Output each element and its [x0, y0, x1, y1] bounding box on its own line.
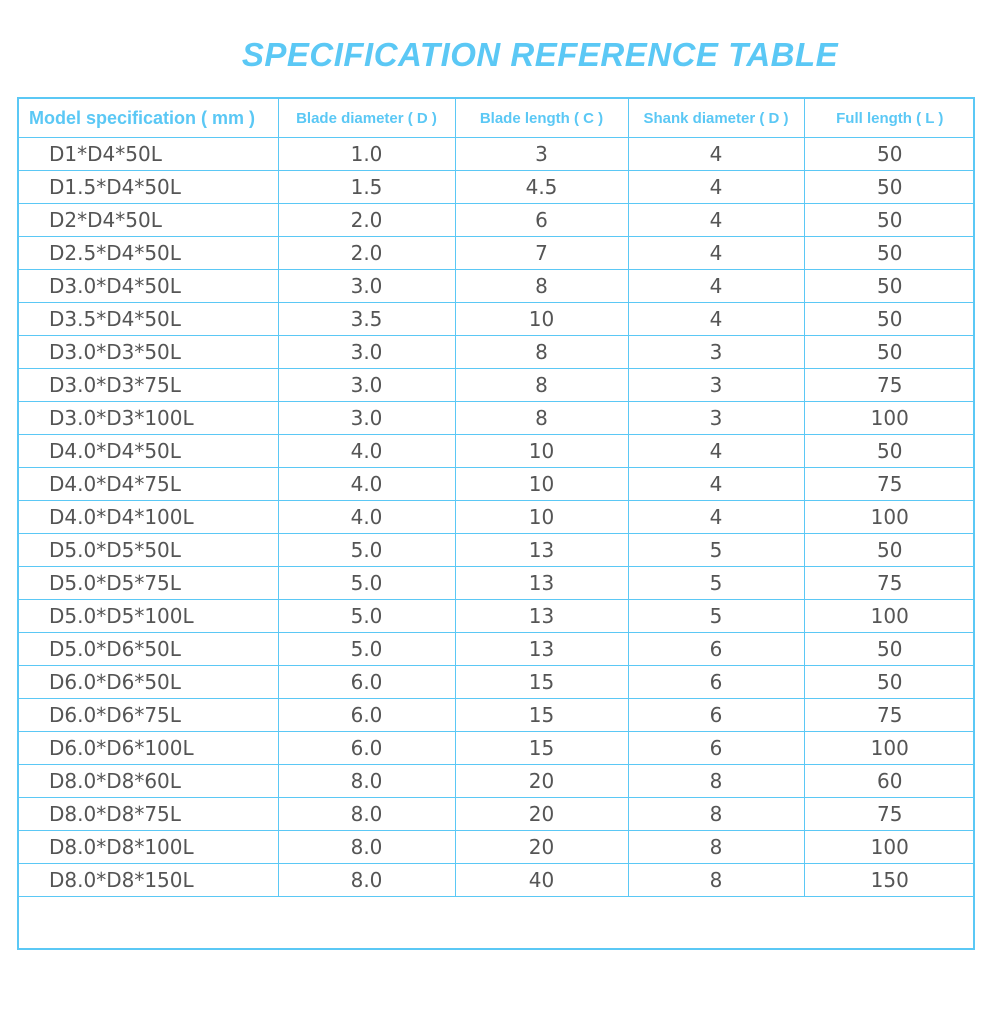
cell-model: D4.0*D4*50L — [19, 435, 278, 468]
spec-table — [19, 99, 975, 949]
cell-blade-diameter: 4.0 — [278, 468, 455, 501]
cell-blade-diameter: 3.0 — [278, 270, 455, 303]
header-shank-diameter: Shank diameter ( D ) — [628, 99, 804, 138]
cell-model: D3.0*D3*100L — [19, 402, 278, 435]
cell-shank-diameter: 8 — [628, 798, 804, 831]
cell-shank-diameter: 3 — [628, 402, 804, 435]
cell-model: D8.0*D8*60L — [19, 765, 278, 798]
cell-blade-length: 10 — [455, 435, 628, 468]
table-row — [19, 765, 975, 798]
spec-table-frame — [17, 97, 975, 950]
header-row — [19, 99, 975, 138]
cell-blade-diameter: 4.0 — [278, 501, 455, 534]
cell-blade-diameter: 6.0 — [278, 699, 455, 732]
cell-blade-length: 8 — [455, 402, 628, 435]
cell-blade-length: 8 — [455, 270, 628, 303]
cell-blade-length: 40 — [455, 864, 628, 897]
table-row — [19, 369, 975, 402]
cell-blade-length: 10 — [455, 501, 628, 534]
cell-model: D6.0*D6*100L — [19, 732, 278, 765]
table-row — [19, 435, 975, 468]
cell-shank-diameter: 4 — [628, 270, 804, 303]
cell-shank-diameter: 4 — [628, 501, 804, 534]
cell-blade-length: 4.5 — [455, 171, 628, 204]
header-full-length: Full length ( L ) — [804, 99, 975, 138]
cell-model: D1*D4*50L — [19, 138, 278, 171]
cell-blade-length: 8 — [455, 336, 628, 369]
cell-full-length: 100 — [804, 501, 975, 534]
cell-model: D5.0*D5*100L — [19, 600, 278, 633]
table-row — [19, 468, 975, 501]
cell-full-length: 50 — [804, 171, 975, 204]
cell-blade-diameter: 8.0 — [278, 798, 455, 831]
cell-model: D6.0*D6*50L — [19, 666, 278, 699]
cell-blade-diameter: 4.0 — [278, 435, 455, 468]
cell-blade-length: 8 — [455, 369, 628, 402]
cell-shank-diameter: 5 — [628, 567, 804, 600]
table-row — [19, 831, 975, 864]
cell-model: D4.0*D4*100L — [19, 501, 278, 534]
cell-blade-length: 10 — [455, 303, 628, 336]
cell-model: D2*D4*50L — [19, 204, 278, 237]
table-row — [19, 303, 975, 336]
cell-blade-diameter: 2.0 — [278, 237, 455, 270]
table-row — [19, 534, 975, 567]
table-row — [19, 567, 975, 600]
table-row — [19, 699, 975, 732]
table-row — [19, 171, 975, 204]
table-row — [19, 666, 975, 699]
cell-full-length: 100 — [804, 600, 975, 633]
cell-blade-diameter: 3.5 — [278, 303, 455, 336]
cell-blade-diameter: 6.0 — [278, 666, 455, 699]
table-row — [19, 270, 975, 303]
cell-full-length: 75 — [804, 369, 975, 402]
cell-model: D8.0*D8*150L — [19, 864, 278, 897]
blank-cell — [19, 897, 975, 950]
cell-full-length: 50 — [804, 435, 975, 468]
cell-blade-diameter: 3.0 — [278, 336, 455, 369]
cell-blade-length: 15 — [455, 732, 628, 765]
cell-full-length: 50 — [804, 633, 975, 666]
cell-model: D4.0*D4*75L — [19, 468, 278, 501]
cell-model: D3.5*D4*50L — [19, 303, 278, 336]
cell-shank-diameter: 8 — [628, 864, 804, 897]
header-blade-diameter: Blade diameter ( D ) — [278, 99, 455, 138]
cell-full-length: 100 — [804, 402, 975, 435]
cell-shank-diameter: 4 — [628, 303, 804, 336]
cell-shank-diameter: 4 — [628, 435, 804, 468]
cell-blade-diameter: 8.0 — [278, 864, 455, 897]
table-row — [19, 798, 975, 831]
cell-blade-length: 6 — [455, 204, 628, 237]
cell-model: D3.0*D4*50L — [19, 270, 278, 303]
table-row — [19, 633, 975, 666]
cell-blade-diameter: 2.0 — [278, 204, 455, 237]
cell-shank-diameter: 3 — [628, 369, 804, 402]
cell-blade-length: 13 — [455, 600, 628, 633]
cell-shank-diameter: 4 — [628, 204, 804, 237]
cell-full-length: 75 — [804, 468, 975, 501]
cell-blade-diameter: 3.0 — [278, 402, 455, 435]
cell-blade-diameter: 5.0 — [278, 633, 455, 666]
cell-shank-diameter: 6 — [628, 699, 804, 732]
cell-full-length: 50 — [804, 237, 975, 270]
cell-full-length: 100 — [804, 831, 975, 864]
cell-full-length: 50 — [804, 534, 975, 567]
cell-full-length: 75 — [804, 798, 975, 831]
cell-blade-length: 20 — [455, 798, 628, 831]
header-model-specification: Model specification ( mm ) — [19, 99, 278, 138]
cell-full-length: 75 — [804, 567, 975, 600]
cell-model: D8.0*D8*100L — [19, 831, 278, 864]
cell-model: D5.0*D5*50L — [19, 534, 278, 567]
table-row — [19, 864, 975, 897]
cell-blade-diameter: 8.0 — [278, 765, 455, 798]
cell-blade-length: 13 — [455, 534, 628, 567]
cell-blade-diameter: 1.5 — [278, 171, 455, 204]
table-row — [19, 402, 975, 435]
cell-blade-length: 20 — [455, 765, 628, 798]
cell-model: D5.0*D6*50L — [19, 633, 278, 666]
cell-full-length: 50 — [804, 270, 975, 303]
cell-model: D8.0*D8*75L — [19, 798, 278, 831]
cell-blade-length: 7 — [455, 237, 628, 270]
cell-blade-diameter: 8.0 — [278, 831, 455, 864]
cell-blade-length: 3 — [455, 138, 628, 171]
table-row — [19, 138, 975, 171]
cell-blade-length: 20 — [455, 831, 628, 864]
cell-shank-diameter: 8 — [628, 831, 804, 864]
blank-row — [19, 897, 975, 950]
cell-full-length: 50 — [804, 204, 975, 237]
cell-full-length: 75 — [804, 699, 975, 732]
cell-blade-length: 13 — [455, 567, 628, 600]
cell-blade-length: 15 — [455, 699, 628, 732]
cell-full-length: 100 — [804, 732, 975, 765]
cell-model: D6.0*D6*75L — [19, 699, 278, 732]
cell-shank-diameter: 8 — [628, 765, 804, 798]
cell-shank-diameter: 4 — [628, 171, 804, 204]
cell-blade-diameter: 1.0 — [278, 138, 455, 171]
cell-model: D5.0*D5*75L — [19, 567, 278, 600]
cell-model: D1.5*D4*50L — [19, 171, 278, 204]
table-row — [19, 237, 975, 270]
table-row — [19, 336, 975, 369]
cell-full-length: 50 — [804, 138, 975, 171]
cell-shank-diameter: 5 — [628, 600, 804, 633]
cell-blade-diameter: 5.0 — [278, 600, 455, 633]
cell-shank-diameter: 3 — [628, 336, 804, 369]
cell-full-length: 150 — [804, 864, 975, 897]
cell-shank-diameter: 4 — [628, 237, 804, 270]
cell-full-length: 50 — [804, 303, 975, 336]
cell-shank-diameter: 5 — [628, 534, 804, 567]
cell-full-length: 50 — [804, 336, 975, 369]
cell-shank-diameter: 6 — [628, 666, 804, 699]
table-row — [19, 501, 975, 534]
cell-model: D2.5*D4*50L — [19, 237, 278, 270]
cell-blade-diameter: 3.0 — [278, 369, 455, 402]
header-blade-length: Blade length ( C ) — [455, 99, 628, 138]
cell-blade-diameter: 6.0 — [278, 732, 455, 765]
cell-blade-length: 13 — [455, 633, 628, 666]
cell-full-length: 50 — [804, 666, 975, 699]
cell-shank-diameter: 4 — [628, 468, 804, 501]
cell-blade-length: 15 — [455, 666, 628, 699]
cell-model: D3.0*D3*75L — [19, 369, 278, 402]
cell-model: D3.0*D3*50L — [19, 336, 278, 369]
cell-shank-diameter: 6 — [628, 633, 804, 666]
cell-shank-diameter: 4 — [628, 138, 804, 171]
table-row — [19, 732, 975, 765]
cell-full-length: 60 — [804, 765, 975, 798]
cell-blade-diameter: 5.0 — [278, 534, 455, 567]
cell-blade-length: 10 — [455, 468, 628, 501]
table-row — [19, 600, 975, 633]
table-row — [19, 204, 975, 237]
cell-shank-diameter: 6 — [628, 732, 804, 765]
cell-blade-diameter: 5.0 — [278, 567, 455, 600]
page-title: SPECIFICATION REFERENCE TABLE — [241, 36, 839, 73]
